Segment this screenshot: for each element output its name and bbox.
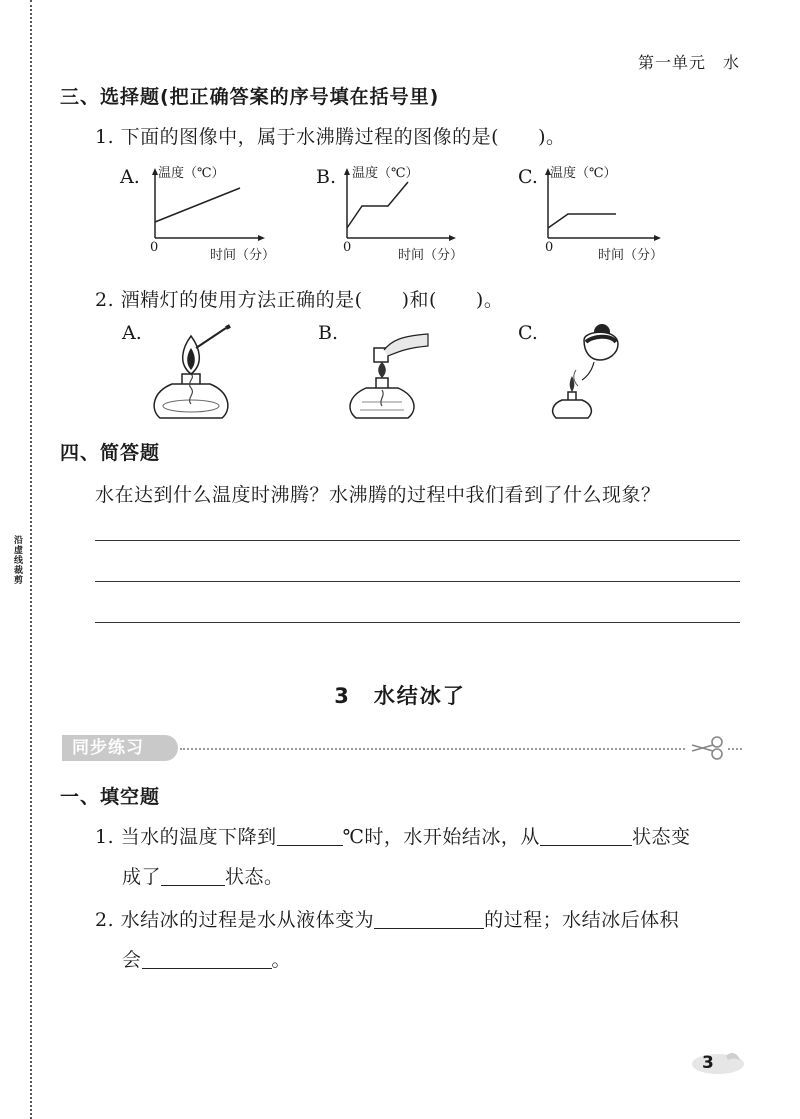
graph-a-ylabel: 温度（℃） <box>158 166 225 181</box>
fill-q2-text-3: 会 <box>122 949 142 971</box>
fill-q1-text-3: 状态变 <box>631 826 691 848</box>
graph-c-axes <box>518 160 668 250</box>
graph-a-origin: 0 <box>150 240 159 255</box>
practice-badge: 同步练习 <box>62 735 178 761</box>
dotted-separator <box>180 748 685 750</box>
graph-b-xlabel: 时间（分） <box>398 248 464 263</box>
page-number-decoration <box>690 1046 746 1076</box>
blank-1[interactable] <box>277 826 343 846</box>
alcohol-lamp-c-icon <box>548 318 632 420</box>
section-3-title: 三、选择题(把正确答案的序号填在括号里) <box>60 86 440 108</box>
cut-dotted-line <box>30 0 32 1119</box>
page-number: 3 <box>702 1053 714 1073</box>
dotted-separator-end <box>728 748 742 750</box>
graph-option-c <box>518 160 668 270</box>
alcohol-lamp-b-icon <box>340 318 430 420</box>
blank-4[interactable] <box>374 909 484 929</box>
fill-question-1-line-2 <box>122 862 284 889</box>
fill-q1-text-5: 状态。 <box>225 866 284 888</box>
graph-option-b <box>316 160 466 270</box>
lesson-name: 水结冰了 <box>373 684 466 708</box>
graph-c-origin: 0 <box>545 240 554 255</box>
graph-option-a <box>120 160 276 270</box>
fill-question-2-line-1 <box>95 905 679 932</box>
graph-b-origin: 0 <box>343 240 352 255</box>
option-a-label: A. <box>120 166 140 188</box>
alcohol-lamp-a-icon <box>148 318 238 420</box>
lamp-option-c-label: C. <box>518 322 538 344</box>
option-c-label: C. <box>518 166 538 188</box>
graph-c-ylabel: 温度（℃） <box>550 166 617 181</box>
section-4-question: 水在达到什么温度时沸腾？水沸腾的过程中我们看到了什么现象？ <box>95 484 661 506</box>
section-4-title: 四、简答题 <box>60 442 161 464</box>
graph-a-xlabel: 时间（分） <box>210 248 276 263</box>
scissors-icon <box>690 736 726 760</box>
fill-question-1-line-1 <box>95 822 690 849</box>
blank-3[interactable] <box>161 866 225 886</box>
blank-5[interactable] <box>142 949 272 969</box>
lesson-title <box>0 680 800 710</box>
lesson-number: 3 <box>334 684 351 708</box>
section-1-title: 一、填空题 <box>60 786 161 808</box>
fill-q1-text-2: ℃时，水开始结冰，从 <box>342 826 540 848</box>
answer-line-1[interactable] <box>95 540 740 541</box>
graph-b-axes <box>316 160 466 250</box>
fill-question-2-line-2 <box>122 945 291 972</box>
fill-q1-text-1: 1. 当水的温度下降到 <box>95 826 277 848</box>
option-b-label: B. <box>316 166 337 188</box>
answer-line-3[interactable] <box>95 622 740 623</box>
cut-label: 沿虚线裁剪 <box>14 536 24 586</box>
question-3-2: 2. 酒精灯的使用方法正确的是( )和( )。 <box>95 289 504 311</box>
graph-c-xlabel: 时间（分） <box>598 248 664 263</box>
fill-q1-text-4: 成了 <box>122 866 162 888</box>
fill-q2-text-2: 的过程；水结冰后体积 <box>484 909 680 931</box>
lamp-option-b-label: B. <box>318 322 339 344</box>
lamp-option-a-label: A. <box>122 322 142 344</box>
fill-q2-text-1: 2. 水结冰的过程是水从液体变为 <box>95 909 375 931</box>
fill-q2-text-4: 。 <box>271 949 292 971</box>
answer-line-2[interactable] <box>95 581 740 582</box>
graph-b-ylabel: 温度（℃） <box>352 166 419 181</box>
question-3-1: 1. 下面的图像中，属于水沸腾过程的图像的是( )。 <box>95 126 566 148</box>
blank-2[interactable] <box>540 826 632 846</box>
unit-header: 第一单元 水 <box>637 53 740 72</box>
graph-a-axes <box>120 160 270 250</box>
